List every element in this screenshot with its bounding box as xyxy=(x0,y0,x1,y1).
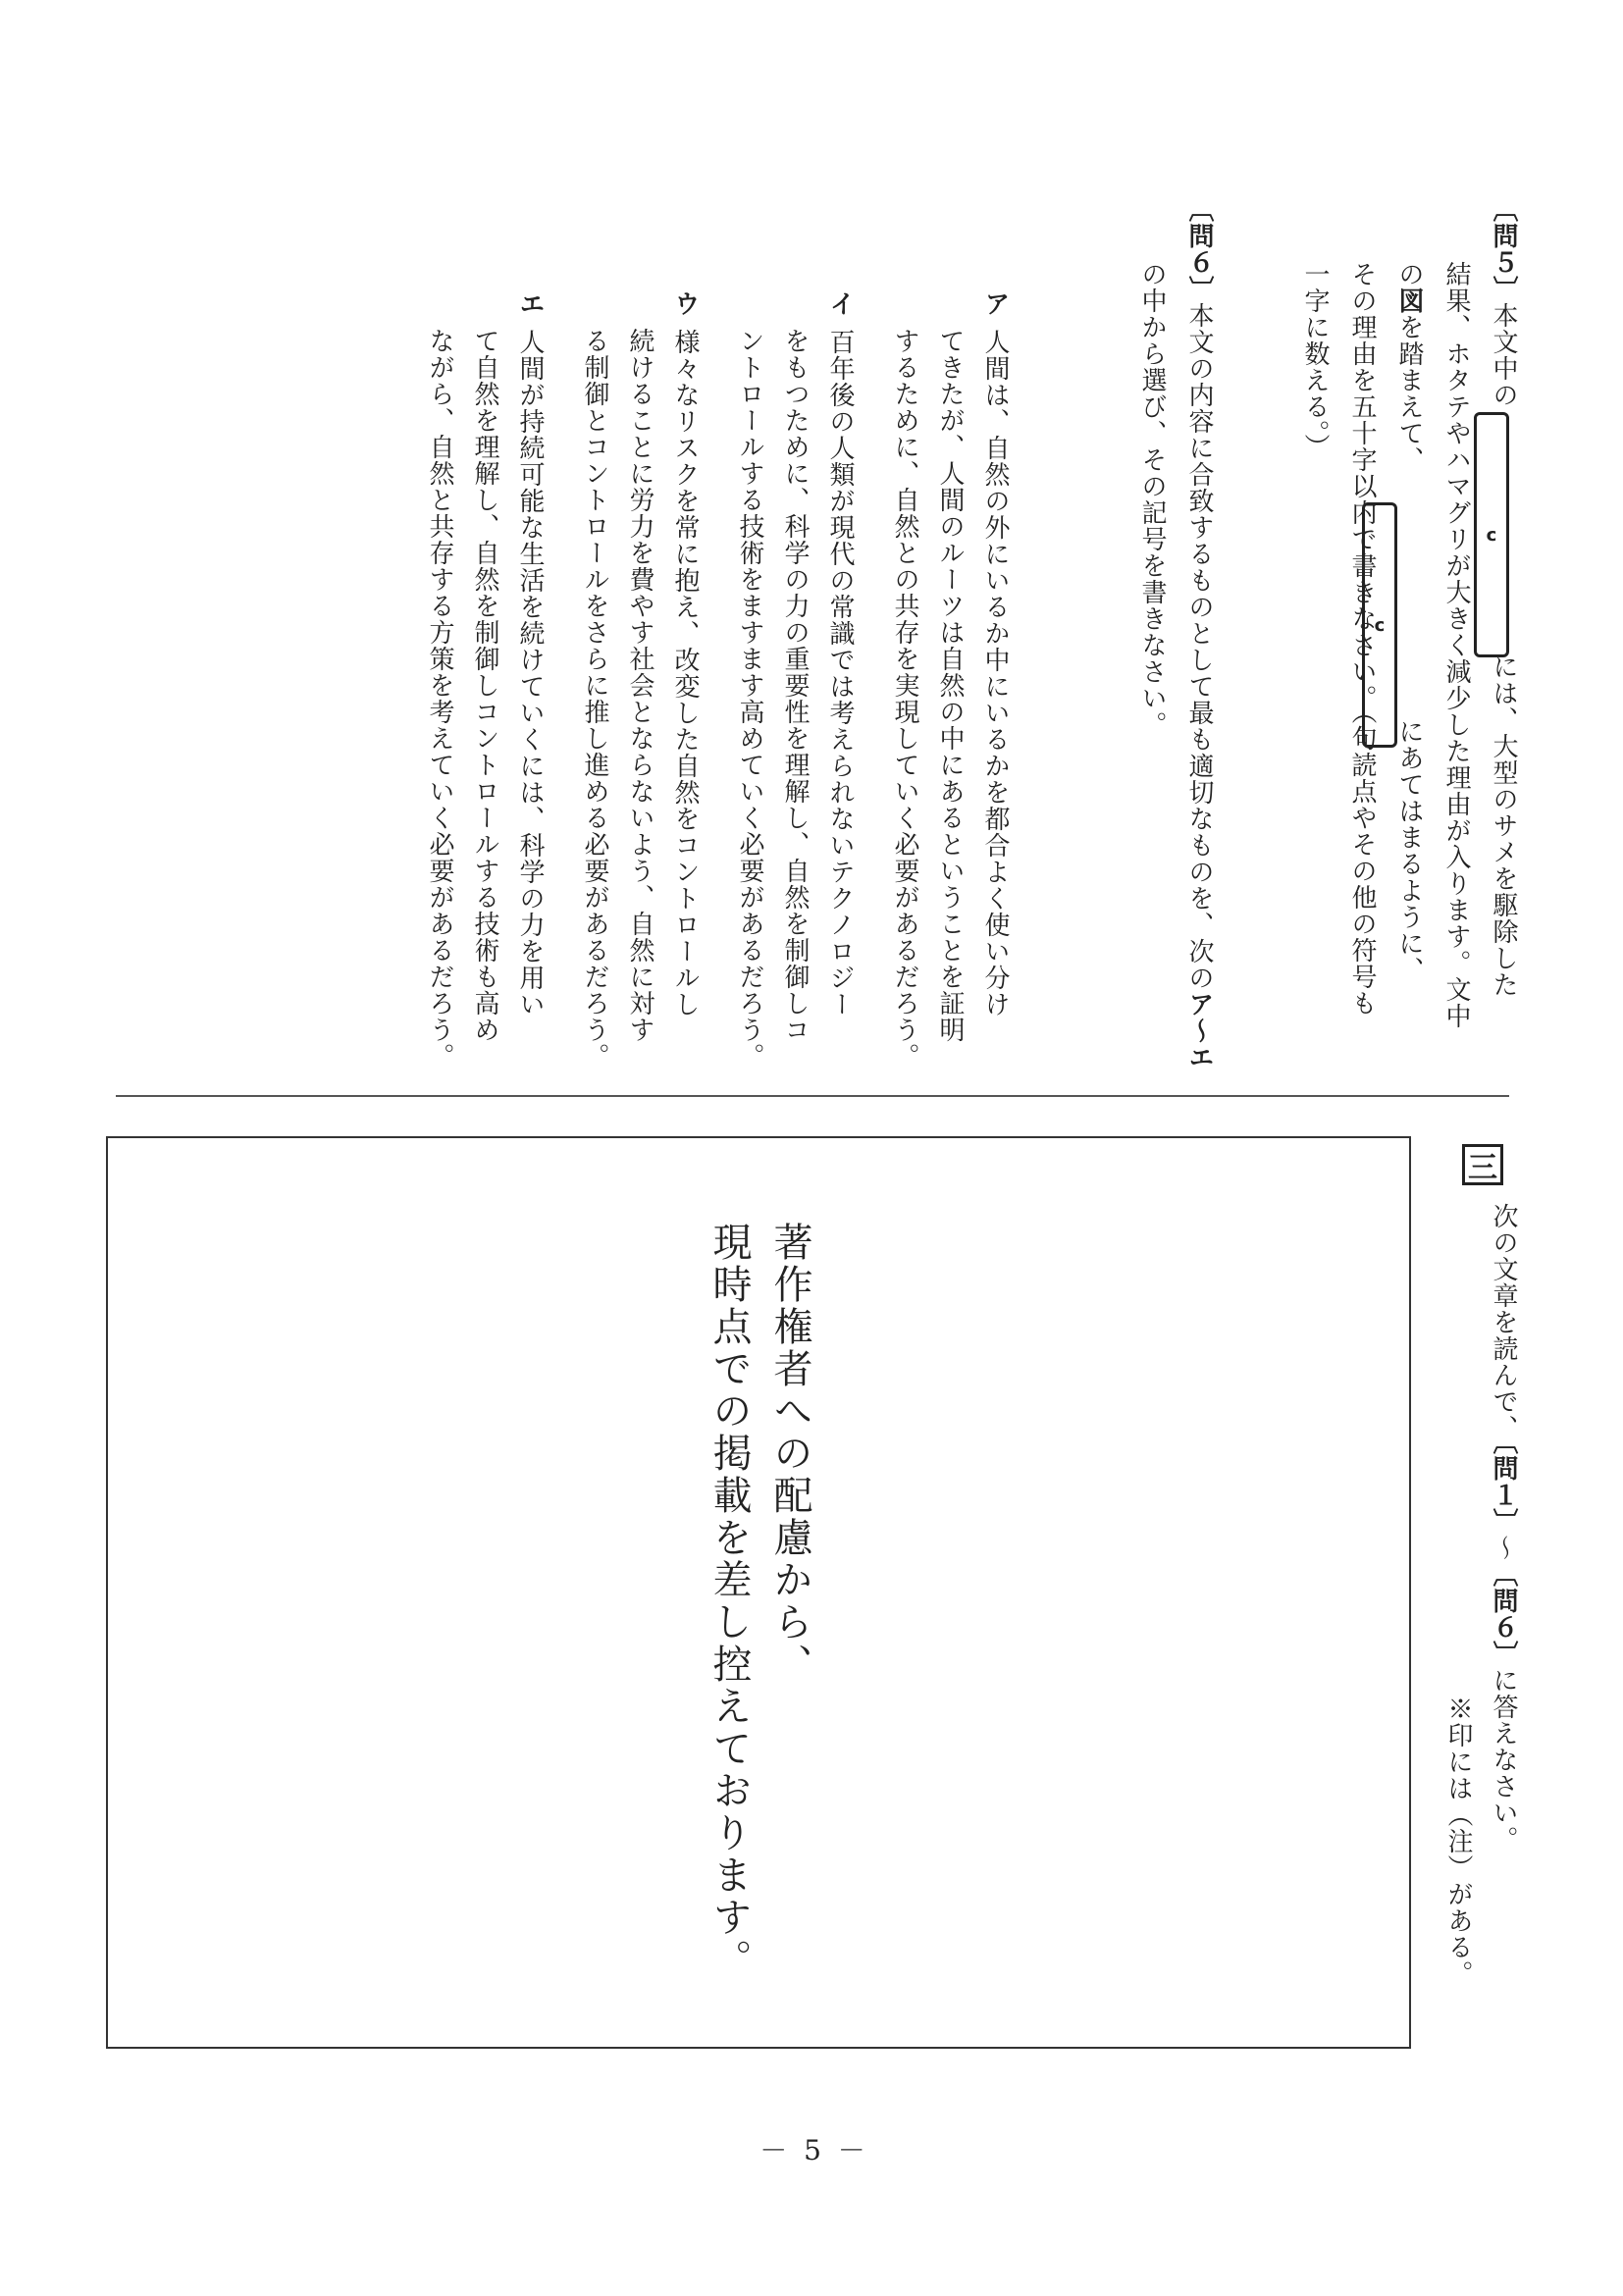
option-u-line-1: ウ様々なリスクを常に抱え、改変した自然をコントロールし xyxy=(670,290,700,1018)
option-e-line-3: ながら、自然と共存する方策を考えていく必要があるだろう。 xyxy=(425,328,454,1070)
section3-instruction: 次の文章を読んで、〔問１〕～〔問６〕に答えなさい。 xyxy=(1489,1203,1518,1852)
q5-line-1: 〔問５〕本文中のには、大型のサメを駆除した xyxy=(1489,196,1518,998)
section3-note: ※印には（注）がある。 xyxy=(1443,1696,1473,1987)
option-i-line-3: ントロールする技術をますます高めていく必要があるだろう。 xyxy=(735,328,764,1070)
copyright-notice-line-2: 現時点での掲載を差し控えております。 xyxy=(707,1222,752,1981)
option-a-letter: ア xyxy=(980,290,1010,317)
q5-line-3: の図を踏まえて、にあてはまるように、 xyxy=(1394,261,1424,983)
blank-c-box: c xyxy=(1474,412,1509,657)
q5-line-2: 結果、ホタテやハマグリが大きく減少した理由が入ります。文中 xyxy=(1441,261,1471,1029)
q5-line-4: その理由を五十字以内で書きなさい。（句読点やその他の符号も xyxy=(1347,261,1377,1017)
option-e-letter: エ xyxy=(515,290,545,317)
option-u-line-2: 続けることに労力を費やす社会とならないよう、自然に対す xyxy=(625,328,654,1043)
option-a-line-2: てきたが、人間のルーツは自然の中にあるということを証明 xyxy=(935,328,965,1043)
option-a-line-3: するために、自然との共存を実現していく必要があるだろう。 xyxy=(890,328,919,1070)
q5-label: 〔問５〕 xyxy=(1489,196,1518,302)
q5-line-5: 一字に数える。） xyxy=(1300,261,1330,460)
q6-label: 〔問６〕 xyxy=(1184,196,1214,302)
copyright-notice-line-1: 著作権者への配慮から、 xyxy=(767,1222,812,1686)
blank-c-box-2: c xyxy=(1362,502,1397,748)
section-three-mark: 三 xyxy=(1462,1144,1503,1185)
page-number: － 5 － xyxy=(759,2134,869,2166)
section-divider xyxy=(116,1095,1509,1097)
q6-line-2: の中から選び、その記号を書きなさい。 xyxy=(1137,261,1167,738)
q6-line-1: 〔問６〕本文の内容に合致するものとして最も適切なものを、次のア～エ xyxy=(1184,196,1214,1070)
option-i-letter: イ xyxy=(825,290,855,317)
option-u-letter: ウ xyxy=(670,290,700,317)
option-a-line-1: ア人間は、自然の外にいるか中にいるかを都合よく使い分け xyxy=(980,290,1010,1018)
option-e-line-2: て自然を理解し、自然を制御しコントロールする技術も高め xyxy=(470,328,499,1043)
copyright-notice-box xyxy=(106,1136,1411,2049)
option-e-line-1: エ人間が持続可能な生活を続けていくには、科学の力を用い xyxy=(515,290,545,1018)
option-u-line-3: る制御とコントロールをさらに推し進める必要があるだろう。 xyxy=(580,328,609,1070)
option-i-line-1: イ百年後の人類が現代の常識では考えられないテクノロジー xyxy=(825,290,855,1018)
option-i-line-2: をもつために、科学の力の重要性を理解し、自然を制御しコ xyxy=(780,328,810,1043)
